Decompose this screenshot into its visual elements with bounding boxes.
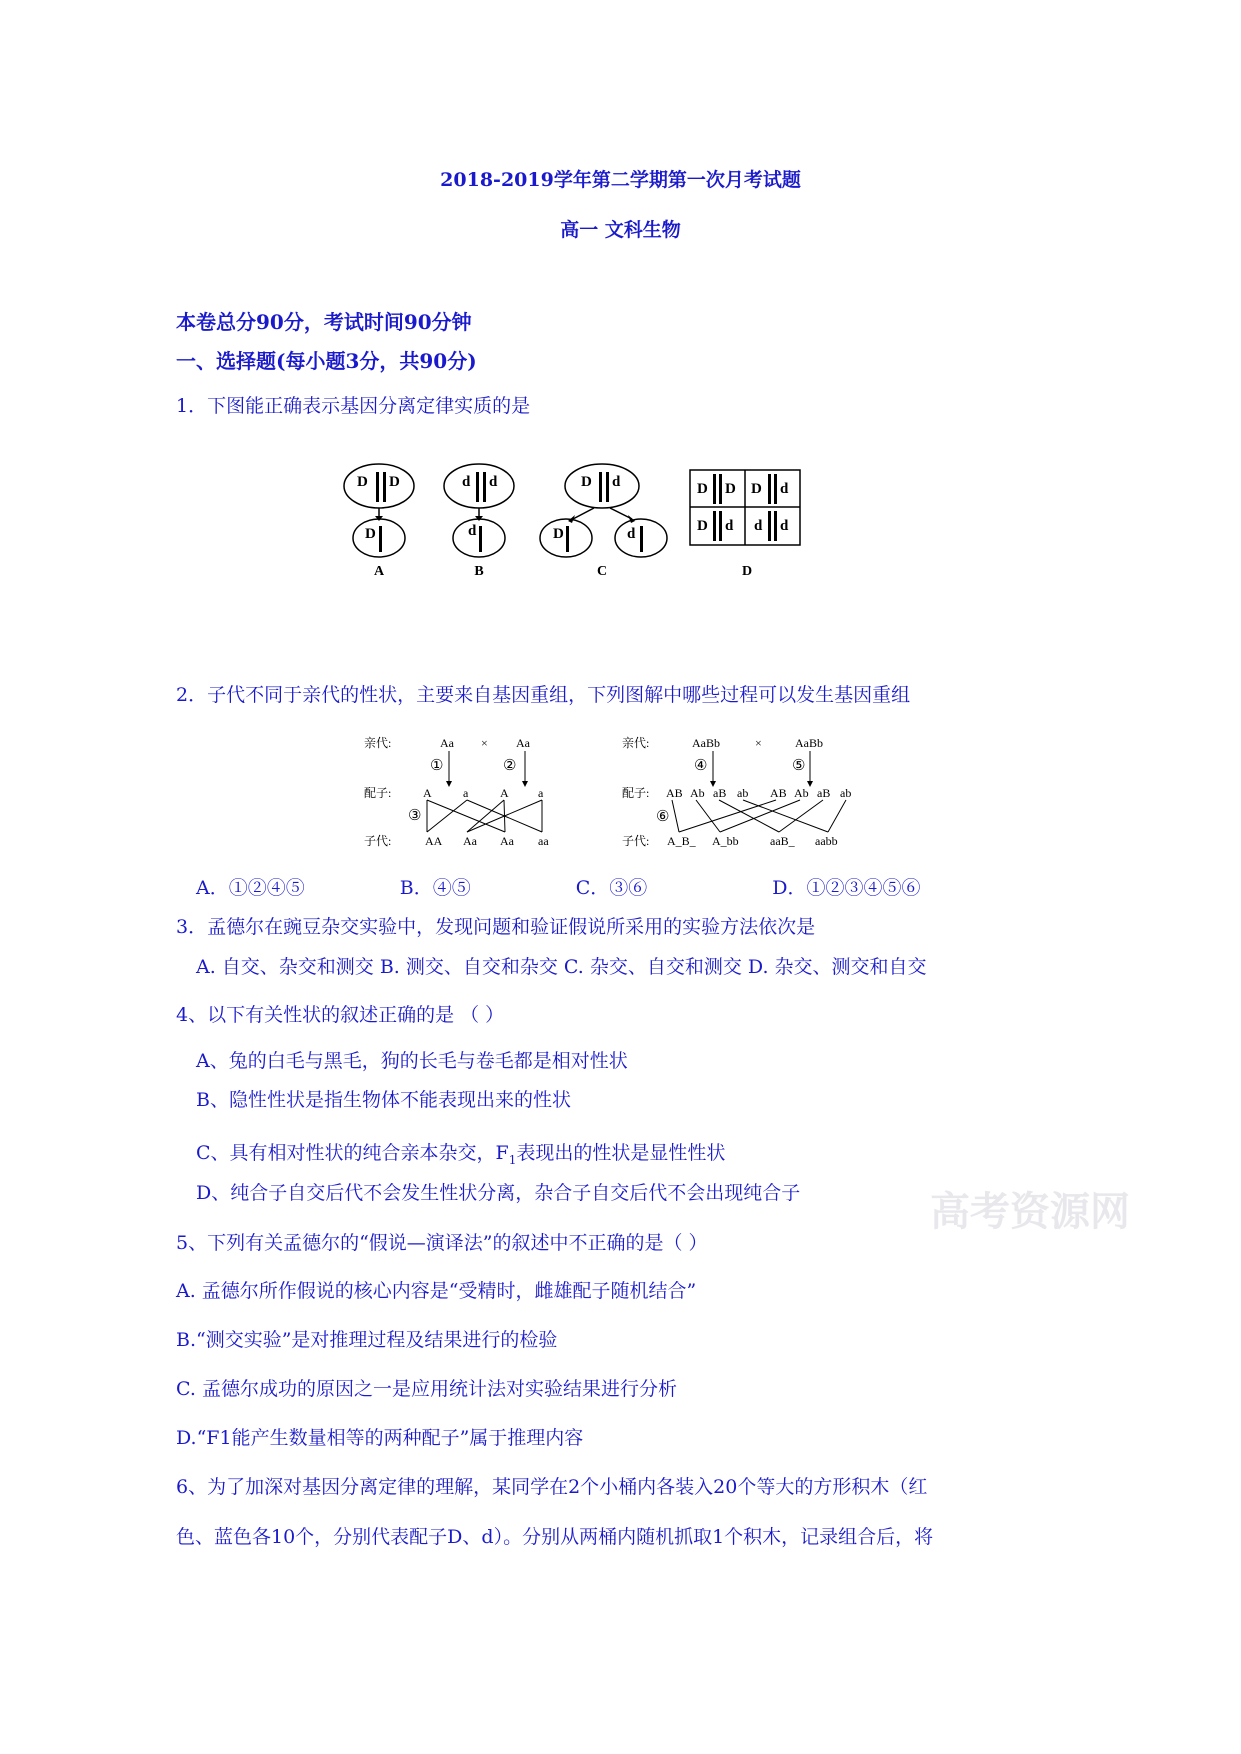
q1-option-label: B bbox=[474, 564, 484, 579]
offspring-genotype: aabb bbox=[815, 834, 838, 848]
exam-subtitle: 高一 文科生物 bbox=[560, 219, 681, 241]
step-number: ③ bbox=[408, 808, 422, 824]
q5-option-a[interactable]: A. 孟德尔所作假说的核心内容是“受精时，雌雄配子随机结合” bbox=[176, 1280, 697, 1302]
gamete: a bbox=[463, 786, 469, 800]
q4-option-c-text: C、具有相对性状的纯合亲本杂交，F bbox=[196, 1142, 509, 1164]
allele-label: d bbox=[489, 474, 498, 490]
parent-genotype: Aa bbox=[440, 736, 454, 750]
allele-label: D bbox=[365, 526, 376, 542]
q4-option-c-tail: 表现出的性状是显性性状 bbox=[516, 1142, 726, 1164]
q5-stem: 5、下列有关孟德尔的“假说—演译法”的叙述中不正确的是（ ） bbox=[176, 1232, 708, 1254]
q4-option-b[interactable]: B、隐性性状是指生物体不能表现出来的性状 bbox=[196, 1089, 571, 1111]
q4-stem: 4、以下有关性状的叙述正确的是 （ ） bbox=[176, 1004, 505, 1026]
cross-symbol: × bbox=[755, 736, 762, 750]
gamete: AB bbox=[666, 786, 683, 800]
exam-title: 2018-2019学年第二学期第一次月考试题 bbox=[440, 169, 801, 191]
gamete: aB bbox=[713, 786, 727, 800]
cross-symbol: × bbox=[481, 736, 488, 750]
allele-label: D bbox=[581, 474, 592, 490]
q4-option-a[interactable]: A、兔的白毛与黑毛，狗的长毛与卷毛都是相对性状 bbox=[196, 1050, 628, 1072]
offspring-genotype: A_B_ bbox=[667, 834, 696, 848]
offspring-genotype: Aa bbox=[463, 834, 477, 848]
parent-genotype: Aa bbox=[516, 736, 530, 750]
allele-label: D bbox=[697, 481, 708, 497]
allele-label: d bbox=[754, 518, 763, 534]
offspring-label: 子代: bbox=[364, 834, 392, 848]
q1-option-label: A bbox=[373, 564, 385, 579]
parent-label: 亲代: bbox=[622, 736, 650, 750]
q4-option-d[interactable]: D、纯合子自交后代不会发生性状分离，杂合子自交后代不会出现纯合子 bbox=[196, 1182, 801, 1204]
offspring-genotype: AA bbox=[425, 834, 443, 848]
q2-option-a[interactable]: A．①②④⑤ bbox=[196, 877, 305, 899]
step-number: ② bbox=[503, 758, 517, 774]
offspring-genotype: A_bb bbox=[712, 834, 739, 848]
allele-label: D bbox=[389, 474, 400, 490]
allele-label: d bbox=[725, 518, 734, 534]
allele-label: d bbox=[627, 526, 636, 542]
q2-figure bbox=[360, 733, 860, 853]
allele-label: D bbox=[553, 526, 564, 542]
q5-option-c[interactable]: C. 孟德尔成功的原因之一是应用统计法对实验结果进行分析 bbox=[176, 1378, 677, 1400]
q1-option-label: D bbox=[741, 564, 753, 579]
offspring-genotype: aa bbox=[538, 834, 549, 848]
allele-label: d bbox=[780, 481, 789, 497]
gamete-label: 配子: bbox=[364, 786, 392, 800]
allele-label: d bbox=[612, 474, 621, 490]
section-heading: 一、选择题(每小题3分，共90分) bbox=[176, 349, 477, 373]
gamete: A bbox=[500, 786, 509, 800]
offspring-genotype: aaB_ bbox=[770, 834, 795, 848]
gamete: a bbox=[538, 786, 544, 800]
q2-options bbox=[196, 873, 920, 900]
q6-line-2: 色、蓝色各10个，分别代表配子D、d）。分别从两桶内随机抓取1个积木，记录组合后，将 bbox=[176, 1526, 934, 1548]
allele-label: D bbox=[697, 518, 708, 534]
q5-option-d[interactable]: D.“F1能产生数量相等的两种配子”属于推理内容 bbox=[176, 1427, 584, 1449]
allele-label: D bbox=[357, 474, 368, 490]
parent-genotype: AaBb bbox=[692, 736, 720, 750]
q1-stem: 1．下图能正确表示基因分离定律实质的是 bbox=[176, 395, 531, 417]
q6-line-1: 6、为了加深对基因分离定律的理解，某同学在2个小桶内各装入20个等大的方形积木（红 bbox=[176, 1476, 928, 1498]
step-number: ⑥ bbox=[656, 809, 670, 825]
allele-label: d bbox=[462, 474, 471, 490]
step-number: ④ bbox=[694, 758, 708, 774]
q1-option-label: C bbox=[596, 564, 608, 579]
gamete: AB bbox=[770, 786, 787, 800]
offspring-label: 子代: bbox=[622, 834, 650, 848]
watermark: 高考资源网 bbox=[930, 1188, 1130, 1235]
q3-stem: 3．孟德尔在豌豆杂交实验中，发现问题和验证假说所采用的实验方法依次是 bbox=[176, 916, 816, 938]
q2-stem: 2．子代不同于亲代的性状，主要来自基因重组，下列图解中哪些过程可以发生基因重组 bbox=[176, 684, 911, 706]
gamete: Ab bbox=[794, 786, 809, 800]
parent-genotype: AaBb bbox=[795, 736, 823, 750]
q2-option-c[interactable]: C．③⑥ bbox=[575, 877, 648, 899]
gamete: ab bbox=[840, 786, 852, 800]
allele-label: d bbox=[468, 523, 477, 539]
step-number: ① bbox=[430, 758, 444, 774]
score-time-note: 本卷总分90分，考试时间90分钟 bbox=[176, 310, 472, 334]
allele-label: D bbox=[725, 481, 736, 497]
parent-label: 亲代: bbox=[364, 736, 392, 750]
gamete-label: 配子: bbox=[622, 786, 650, 800]
q4-option-c[interactable] bbox=[196, 1138, 725, 1167]
q3-options: A. 自交、杂交和测交 B. 测交、自交和杂交 C. 杂交、自交和测交 D. 杂交、测交和自交 bbox=[196, 956, 927, 978]
gamete: Ab bbox=[690, 786, 705, 800]
q2-option-d[interactable]: D．①②③④⑤⑥ bbox=[772, 877, 921, 899]
allele-label: d bbox=[780, 518, 789, 534]
subscript: 1 bbox=[508, 1152, 517, 1167]
offspring-genotype: Aa bbox=[500, 834, 514, 848]
q5-option-b[interactable]: B.“测交实验”是对推理过程及结果进行的检验 bbox=[176, 1329, 558, 1351]
gamete: aB bbox=[817, 786, 831, 800]
gamete: A bbox=[423, 786, 432, 800]
q2-option-b[interactable]: B．④⑤ bbox=[399, 877, 471, 899]
q1-figure bbox=[340, 455, 820, 580]
gamete: ab bbox=[737, 786, 749, 800]
allele-label: D bbox=[751, 481, 762, 497]
step-number: ⑤ bbox=[792, 758, 806, 774]
